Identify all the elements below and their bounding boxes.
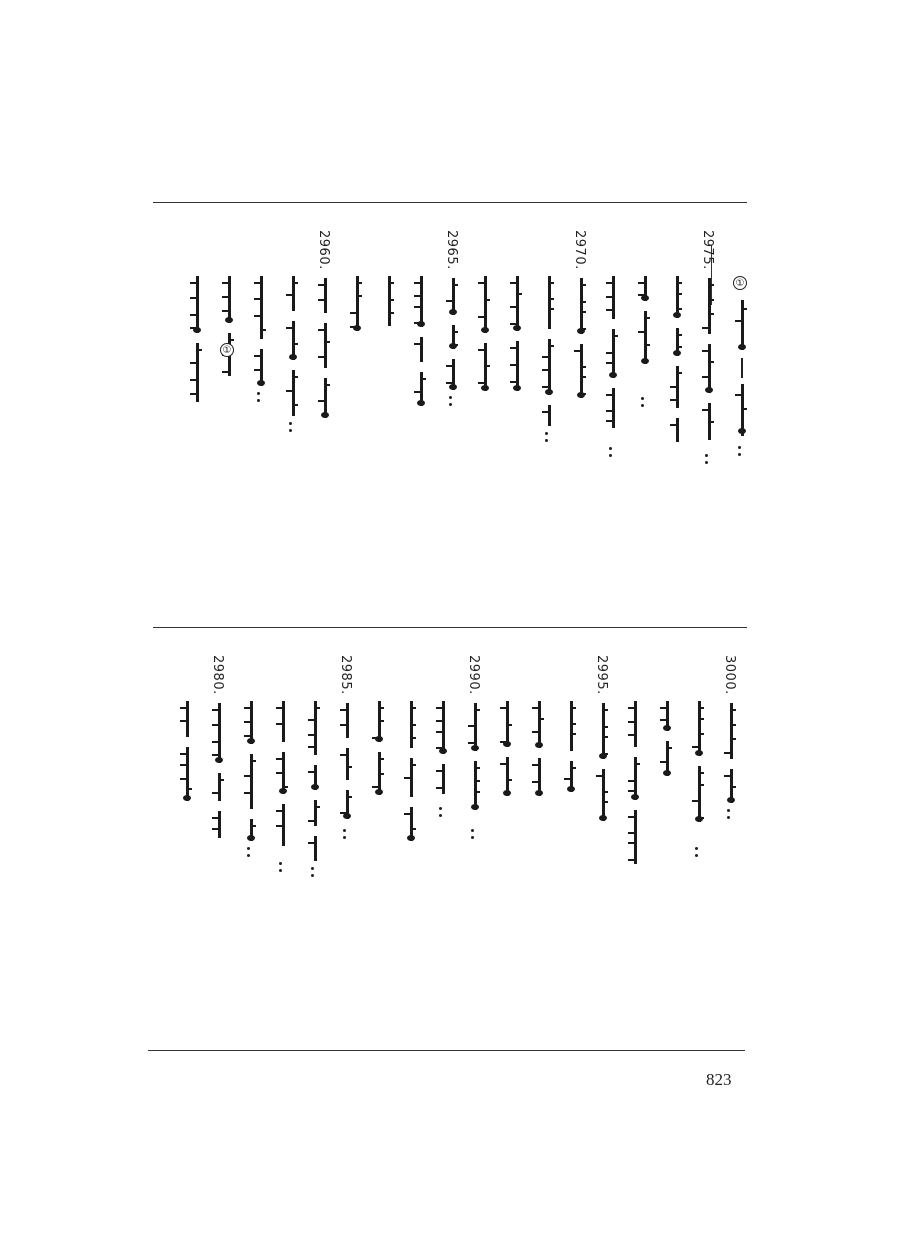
section_bottom-column <box>530 655 544 1015</box>
mongolian-script-line <box>574 278 586 418</box>
line-number: 3000. <box>722 655 737 695</box>
mongolian-script-line <box>414 276 426 406</box>
mongolian-script-line <box>478 276 490 394</box>
mongolian-script-line <box>628 701 640 881</box>
punctuation-colon <box>727 809 731 821</box>
section_top-column <box>604 230 618 590</box>
section_bottom-column <box>242 655 256 1015</box>
footnote-mark: ① <box>733 276 747 290</box>
mongolian-script-line <box>318 278 330 418</box>
mongolian-script-line <box>702 278 714 448</box>
section_top-column <box>700 230 714 590</box>
line-number: 2975. <box>700 230 715 270</box>
footnote-column <box>733 230 747 590</box>
mongolian-script-line <box>340 703 352 823</box>
mongolian-script-line <box>244 701 256 841</box>
section_bottom-column <box>338 655 352 1015</box>
mongolian-script-line <box>382 276 394 326</box>
section_bottom-column <box>658 655 672 1015</box>
mongolian-script-line <box>404 701 416 841</box>
section_top-column <box>252 230 266 590</box>
section_bottom-column <box>306 655 320 1015</box>
mongolian-script-line <box>670 276 682 446</box>
mongolian-script-line <box>500 701 512 796</box>
section_top-column <box>188 230 202 590</box>
mongolian-script-line <box>692 701 704 841</box>
punctuation-colon <box>289 422 293 434</box>
section_bottom-column <box>562 655 576 1015</box>
section_bottom-column <box>626 655 640 1015</box>
top-section <box>0 230 899 610</box>
mongolian-script-line <box>596 703 608 843</box>
mongolian-script-line <box>308 701 320 861</box>
section_top-column <box>636 230 650 590</box>
page-number: 823 <box>706 1070 732 1089</box>
section_top-column <box>412 230 426 590</box>
mongolian-script-line <box>276 701 288 856</box>
punctuation-colon <box>279 862 283 874</box>
section_bottom-column <box>434 655 448 1015</box>
mongolian-script-line <box>638 276 650 391</box>
punctuation-colon <box>609 447 613 459</box>
punctuation-colon <box>311 867 315 879</box>
line-number: 2995. <box>594 655 609 695</box>
mongolian-script-line <box>436 701 448 801</box>
section_top-column <box>508 230 522 590</box>
line-number: 2985. <box>338 655 353 695</box>
punctuation-colon <box>695 847 699 859</box>
line-number: 2965. <box>444 230 459 270</box>
section_top-column <box>316 230 330 590</box>
punctuation-colon <box>449 396 453 408</box>
punctuation-colon <box>545 432 549 444</box>
section_bottom-column <box>498 655 512 1015</box>
mongolian-script-line <box>564 701 576 821</box>
mongolian-script-line <box>190 276 202 406</box>
middle-rule <box>153 627 747 628</box>
mongolian-script-line <box>350 276 362 356</box>
mongolian-script-line <box>468 703 480 823</box>
bottom-section <box>0 655 899 1035</box>
section_bottom-column <box>690 655 704 1015</box>
section_top-column <box>348 230 362 590</box>
mongolian-script-line <box>222 276 234 391</box>
section_bottom-column <box>370 655 384 1015</box>
mongolian-script-line <box>532 701 544 796</box>
punctuation-colon <box>705 454 709 466</box>
punctuation-colon <box>471 829 475 841</box>
punctuation-colon <box>641 397 645 409</box>
punctuation-colon <box>738 446 742 458</box>
mongolian-script-line <box>510 276 522 391</box>
section_top-column <box>444 230 458 590</box>
mongolian-script-line <box>372 701 384 821</box>
top-rule <box>153 202 747 203</box>
punctuation-colon <box>439 807 443 819</box>
footnote-reference-mark: ① <box>220 343 234 357</box>
line-number: 2980. <box>210 655 225 695</box>
mongolian-script-line <box>286 276 298 416</box>
section_bottom-column <box>178 655 192 1015</box>
punctuation-colon <box>257 392 261 404</box>
line-number: 2990. <box>466 655 481 695</box>
mongolian-script-line <box>542 276 554 426</box>
mongolian-script-line <box>254 276 266 386</box>
punctuation-colon <box>247 847 251 859</box>
mongolian-script-line <box>660 701 672 796</box>
mongolian-script-footnote <box>735 300 747 440</box>
section_bottom-column <box>274 655 288 1015</box>
section_top-column <box>540 230 554 590</box>
section_top-column <box>668 230 682 590</box>
mongolian-script-line <box>724 703 736 803</box>
mongolian-script-line <box>212 703 224 838</box>
mongolian-script-line <box>446 278 458 390</box>
mongolian-script-line <box>180 701 192 801</box>
punctuation-colon <box>343 829 347 841</box>
bottom-rule <box>148 1050 745 1051</box>
section_bottom-column <box>210 655 224 1015</box>
section_bottom-column <box>594 655 608 1015</box>
section_bottom-column <box>466 655 480 1015</box>
line-number: 2970. <box>572 230 587 270</box>
section_top-column <box>380 230 394 590</box>
section_top-column <box>284 230 298 590</box>
section_bottom-column <box>722 655 736 1015</box>
section_top-column <box>572 230 586 590</box>
section_top-column <box>220 230 234 590</box>
section_bottom-column <box>402 655 416 1015</box>
mongolian-script-line <box>606 276 618 441</box>
line-number: 2960. <box>316 230 331 270</box>
section_top-column <box>476 230 490 590</box>
